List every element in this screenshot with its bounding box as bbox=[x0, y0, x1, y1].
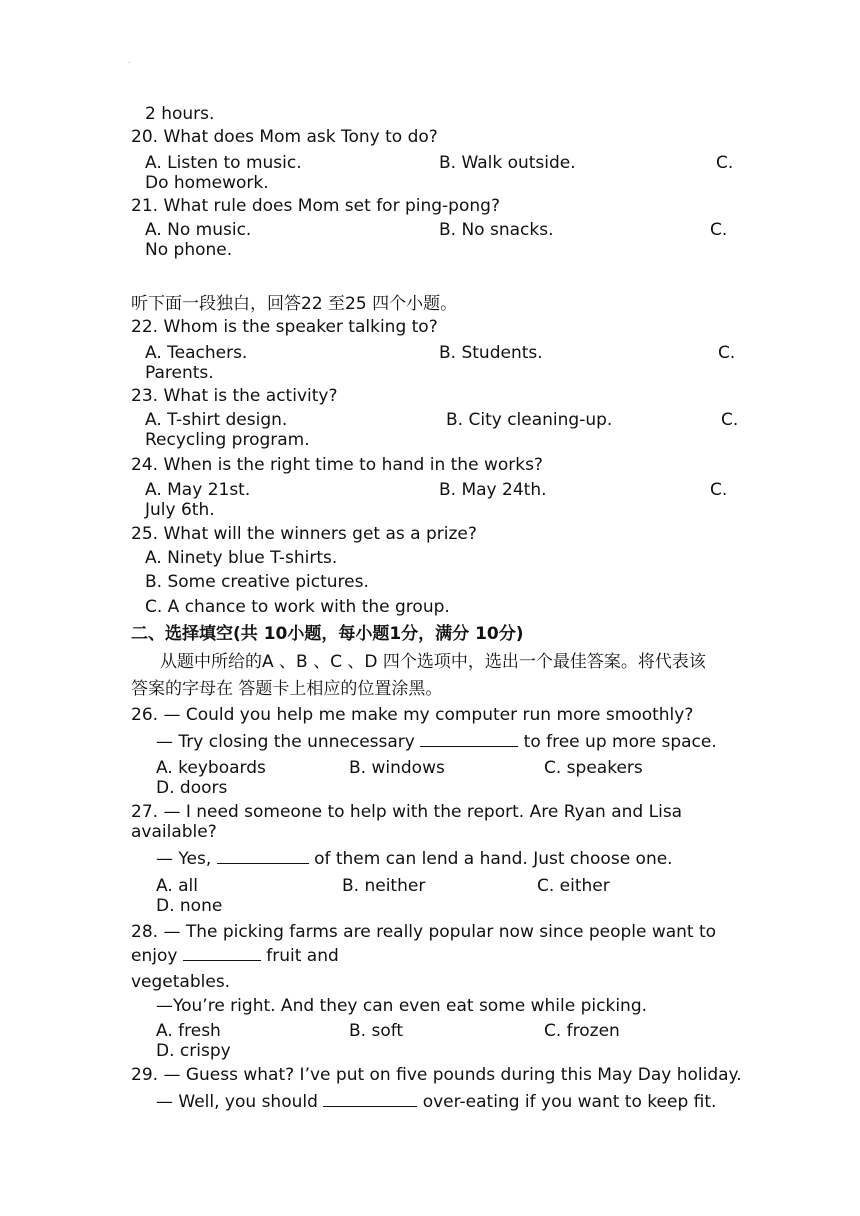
question-27-stem-line-1: 27. — I need someone to help with the report. Are Ryan and Lisa bbox=[131, 802, 683, 822]
question-28-option-b: B. soft bbox=[349, 1021, 404, 1041]
question-24-option-b: B. May 24th. bbox=[439, 480, 547, 500]
question-27-reply-start: — Yes, bbox=[156, 849, 212, 869]
question-20-option-b: B. Walk outside. bbox=[439, 153, 576, 173]
section-2-instruction-line-1: 从题中所给的A 、B 、C 、D 四个选项中，选出一个最佳答案。将代表该 bbox=[160, 652, 706, 672]
question-22-stem: 22. Whom is the speaker talking to? bbox=[131, 317, 438, 337]
question-26-reply bbox=[156, 731, 717, 753]
question-20-option-c-label: C. bbox=[716, 153, 734, 173]
question-25-stem: 25. What will the winners get as a prize? bbox=[131, 524, 477, 544]
question-24-stem: 24. When is the right time to hand in the works? bbox=[131, 455, 543, 475]
question-26-reply-start: — Try closing the unnecessary bbox=[156, 732, 415, 752]
question-21-option-b: B. No snacks. bbox=[439, 220, 554, 240]
question-28-option-a: A. fresh bbox=[156, 1021, 221, 1041]
question-27-option-a: A. all bbox=[156, 876, 199, 896]
section-2-instruction-line-2: 答案的字母在 答题卡上相应的位置涂黑。 bbox=[131, 679, 443, 699]
question-27-option-d: D. none bbox=[156, 896, 223, 916]
question-24-option-a: A. May 21st. bbox=[145, 480, 251, 500]
question-26-stem: 26. — Could you help me make my computer run more smoothly? bbox=[131, 705, 694, 725]
question-26-option-a: A. keyboards bbox=[156, 758, 266, 778]
question-26-option-b: B. windows bbox=[349, 758, 445, 778]
question-23-option-c-text: Recycling program. bbox=[145, 430, 310, 450]
question-28-stem-line-3: vegetables. bbox=[131, 972, 231, 992]
question-22-option-c-text: Parents. bbox=[145, 363, 214, 383]
question-28-blank bbox=[183, 945, 261, 961]
question-27-reply bbox=[156, 848, 673, 870]
question-26-option-d: D. doors bbox=[156, 778, 228, 798]
scan-mark: . bbox=[128, 58, 130, 65]
question-20-stem: 20. What does Mom ask Tony to do? bbox=[131, 127, 438, 147]
question-22-option-c-label: C. bbox=[718, 343, 736, 363]
question-23-option-a: A. T-shirt design. bbox=[145, 410, 288, 430]
question-24-option-c-label: C. bbox=[710, 480, 728, 500]
continuation-text: 2 hours. bbox=[145, 104, 215, 124]
question-27-option-b: B. neither bbox=[342, 876, 426, 896]
section-2-heading: 二、选择填空(共 10小题，每小题1分，满分 10分) bbox=[131, 624, 524, 644]
question-27-reply-end: of them can lend a hand. Just choose one. bbox=[314, 849, 673, 869]
question-21-option-a: A. No music. bbox=[145, 220, 252, 240]
question-29-reply bbox=[156, 1091, 716, 1113]
question-28-stem-line-2 bbox=[131, 945, 339, 967]
question-25-option-b: B. Some creative pictures. bbox=[145, 572, 369, 592]
question-22-option-b: B. Students. bbox=[439, 343, 543, 363]
question-26-blank bbox=[420, 731, 518, 747]
question-20-option-c-text: Do homework. bbox=[145, 173, 269, 193]
question-23-option-c-label: C. bbox=[721, 410, 739, 430]
monologue-instruction: 听下面一段独白，回答22 至25 四个小题。 bbox=[131, 294, 458, 314]
question-27-stem-line-2: available? bbox=[131, 822, 217, 842]
question-21-option-c-text: No phone. bbox=[145, 240, 233, 260]
question-25-option-c: C. A chance to work with the group. bbox=[145, 597, 450, 617]
question-28-stem-line-1: 28. — The picking farms are really popular now since people want to bbox=[131, 922, 717, 942]
question-20-option-a: A. Listen to music. bbox=[145, 153, 302, 173]
question-22-option-a: A. Teachers. bbox=[145, 343, 248, 363]
question-28-option-d: D. crispy bbox=[156, 1041, 231, 1061]
question-29-reply-end: over-eating if you want to keep fit. bbox=[422, 1092, 717, 1112]
question-28-stem-end: fruit and bbox=[266, 946, 339, 966]
question-29-blank bbox=[323, 1091, 417, 1107]
question-21-stem: 21. What rule does Mom set for ping-pong? bbox=[131, 196, 500, 216]
question-29-reply-start: — Well, you should bbox=[156, 1092, 318, 1112]
question-26-reply-end: to free up more space. bbox=[523, 732, 717, 752]
question-26-option-c: C. speakers bbox=[544, 758, 643, 778]
question-24-option-c-text: July 6th. bbox=[145, 500, 215, 520]
question-28-reply: —You’re right. And they can even eat some while picking. bbox=[156, 996, 648, 1016]
question-29-stem: 29. — Guess what? I’ve put on five pounds during this May Day holiday. bbox=[131, 1065, 742, 1085]
question-23-option-b: B. City cleaning-up. bbox=[446, 410, 613, 430]
question-27-option-c: C. either bbox=[537, 876, 610, 896]
question-25-option-a: A. Ninety blue T-shirts. bbox=[145, 548, 338, 568]
question-28-stem-start: enjoy bbox=[131, 946, 178, 966]
question-23-stem: 23. What is the activity? bbox=[131, 386, 338, 406]
question-28-option-c: C. frozen bbox=[544, 1021, 620, 1041]
question-21-option-c-label: C. bbox=[710, 220, 728, 240]
question-27-blank bbox=[217, 848, 309, 864]
